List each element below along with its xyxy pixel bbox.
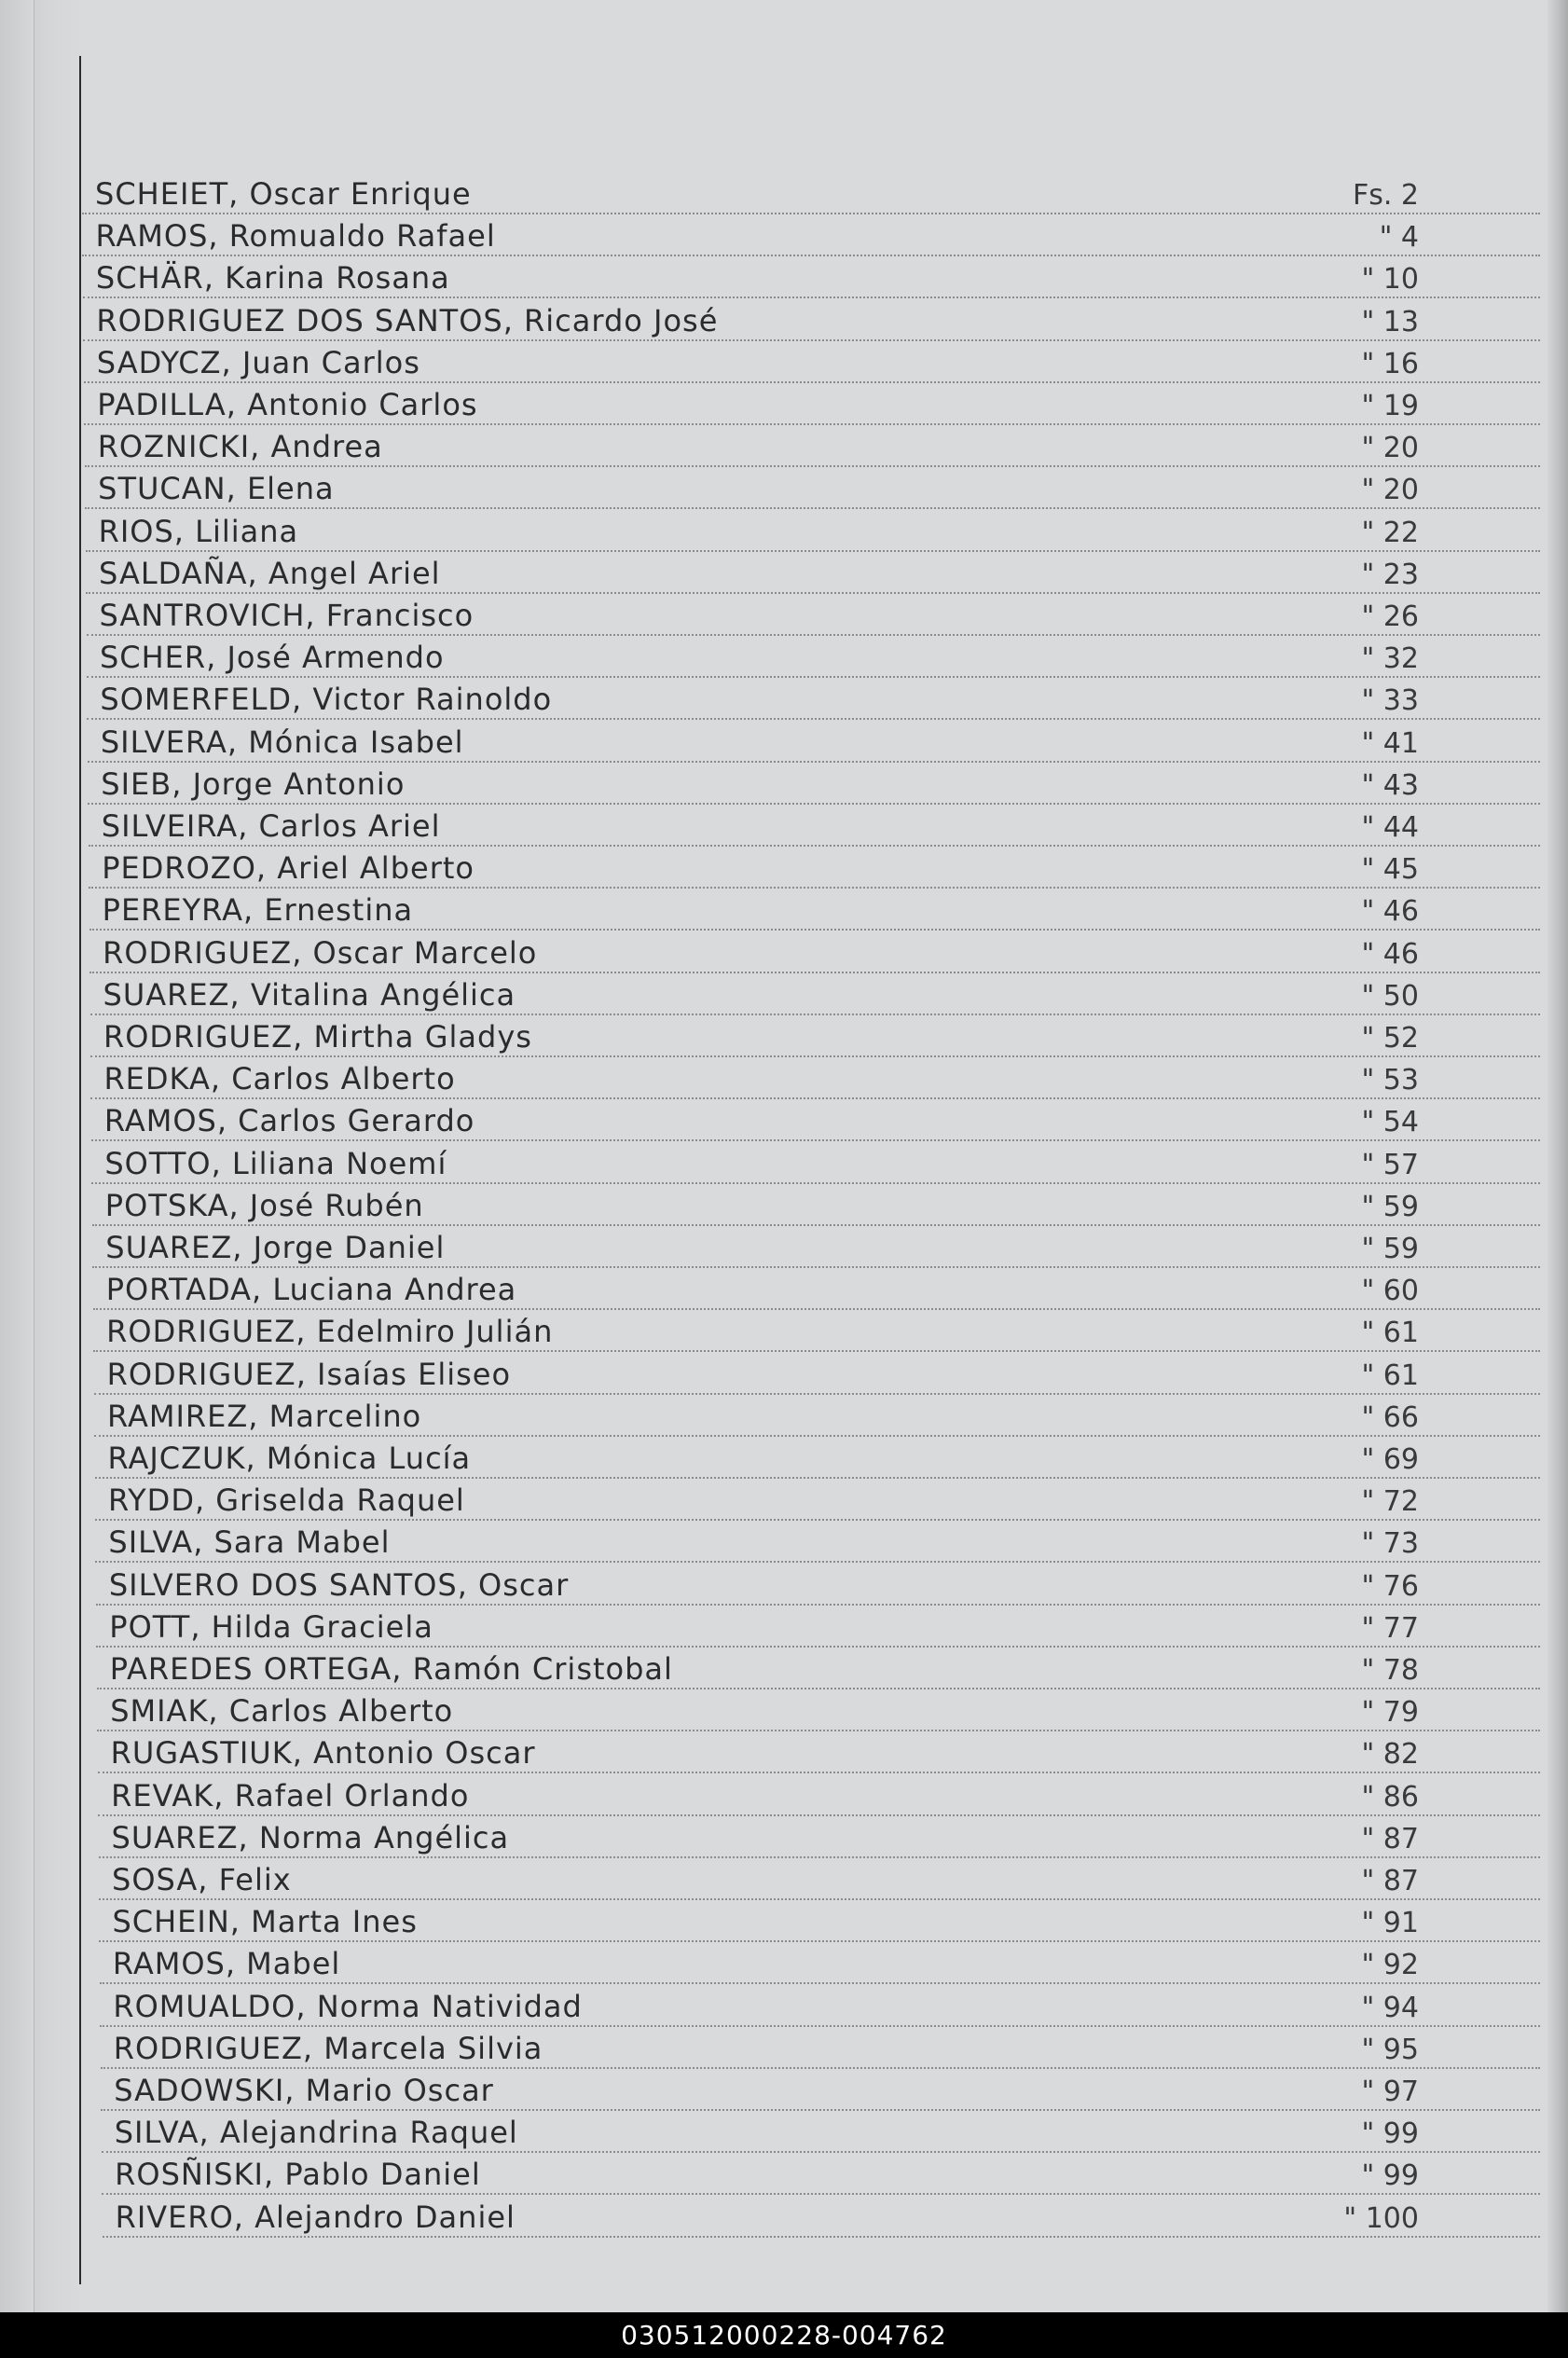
register-row <box>96 1562 1540 1606</box>
folio-number: " 60 <box>1361 1275 1419 1308</box>
person-name: RODRIGUEZ, Mirtha Gladys <box>103 1019 532 1055</box>
person-name: SOSA, Felix <box>112 1862 292 1897</box>
folio-number: " 44 <box>1361 811 1419 844</box>
register-row <box>94 1351 1540 1395</box>
folio-number: " 92 <box>1361 1949 1419 1982</box>
register-row <box>90 972 1540 1015</box>
folio-number: " 50 <box>1361 979 1419 1013</box>
folio-number: " 23 <box>1361 558 1419 591</box>
folio-number: " 52 <box>1361 1022 1419 1055</box>
register-row <box>85 465 1540 509</box>
folio-number: " 97 <box>1361 2075 1419 2108</box>
register-row <box>95 1435 1541 1479</box>
person-name: RODRIGUEZ, Edelmiro Julián <box>106 1314 554 1350</box>
register-row <box>102 2109 1540 2153</box>
folio-number: " 82 <box>1361 1738 1419 1772</box>
person-name: RAMOS, Mabel <box>112 1946 341 1982</box>
person-name: ROZNICKI, Andrea <box>97 429 383 465</box>
person-name: RUGASTIUK, Antonio Oscar <box>110 1735 536 1772</box>
folio-number: " 86 <box>1361 1780 1419 1813</box>
folio-number: " 22 <box>1361 516 1419 549</box>
person-name: RIOS, Liliana <box>98 513 299 549</box>
person-name: PEREYRA, Ernestina <box>102 892 414 929</box>
person-name: SOTTO, Liliana Noemí <box>104 1145 447 1181</box>
person-name: SUAREZ, Jorge Daniel <box>105 1230 446 1265</box>
person-name: RODRIGUEZ, Isaías Eliseo <box>106 1356 512 1392</box>
folio-number: " 45 <box>1361 853 1419 887</box>
register-row <box>101 2067 1540 2111</box>
person-name: SIEB, Jorge Antonio <box>101 765 406 802</box>
folio-number: " 91 <box>1361 1907 1419 1940</box>
register-row <box>95 1519 1540 1563</box>
folio-number: " 20 <box>1361 474 1419 507</box>
register-row <box>89 803 1540 847</box>
person-name: SANTROVICH, Francisco <box>99 598 475 633</box>
register-row <box>93 1308 1540 1352</box>
folio-number: " 94 <box>1361 1991 1419 2024</box>
folio-number: " 46 <box>1361 937 1419 971</box>
person-name: RODRIGUEZ, Marcela Silvia <box>113 2030 543 2066</box>
register-row <box>82 213 1540 256</box>
folio-number: Fs. 2 <box>1352 179 1419 212</box>
person-name: SALDAÑA, Angel Ariel <box>99 555 441 591</box>
folio-number: " 73 <box>1361 1527 1419 1561</box>
person-name: PAREDES ORTEGA, Ramón Cristobal <box>109 1651 673 1687</box>
register-row <box>84 339 1540 383</box>
person-name: STUCAN, Elena <box>98 471 335 507</box>
register-row <box>99 1814 1540 1858</box>
register-row <box>86 508 1540 552</box>
person-name: SADYCZ, Juan Carlos <box>96 344 420 380</box>
register-row <box>89 845 1540 889</box>
folio-number: " 76 <box>1361 1569 1419 1603</box>
folio-number: " 54 <box>1361 1106 1419 1139</box>
register-row <box>97 1646 1540 1689</box>
person-name: SUAREZ, Norma Angélica <box>111 1819 510 1855</box>
folio-number: " 46 <box>1361 895 1419 929</box>
person-name: RODRIGUEZ, Oscar Marcelo <box>103 934 538 971</box>
person-name: ROMUALDO, Norma Natividad <box>113 1988 583 2024</box>
person-name: SMIAK, Carlos Alberto <box>110 1693 454 1730</box>
register-row <box>85 423 1540 467</box>
folio-number: " 57 <box>1361 1148 1419 1181</box>
register-row <box>89 887 1540 931</box>
register-row <box>94 1393 1540 1437</box>
folio-number: " 77 <box>1361 1611 1419 1645</box>
register-row <box>101 2025 1540 2069</box>
folio-number: " 4 <box>1379 221 1419 255</box>
register-row <box>97 1688 1540 1731</box>
register-row <box>98 1772 1540 1816</box>
folio-number: " 20 <box>1361 432 1419 465</box>
folio-number: " 41 <box>1361 726 1419 760</box>
person-name: PORTADA, Luciana Andrea <box>105 1272 517 1308</box>
register-row <box>95 1477 1540 1521</box>
register-row <box>87 676 1540 720</box>
folio-number: " 61 <box>1361 1358 1419 1392</box>
register-row <box>83 255 1540 298</box>
person-name: RIVERO, Alejandro Daniel <box>115 2199 516 2235</box>
register-row <box>93 1266 1540 1310</box>
person-name: RAMOS, Romualdo Rafael <box>95 218 496 255</box>
person-name: RODRIGUEZ DOS SANTOS, Ricardo José <box>96 302 719 338</box>
person-name: SILVA, Sara Mabel <box>108 1524 391 1561</box>
folio-number: " 53 <box>1361 1064 1419 1097</box>
register-row <box>87 634 1540 678</box>
folio-number: " 59 <box>1361 1190 1419 1223</box>
register-row <box>96 1604 1540 1648</box>
register-row <box>103 2194 1540 2238</box>
register-row <box>91 1097 1540 1141</box>
register-row <box>84 381 1540 425</box>
folio-number: " 69 <box>1361 1443 1419 1476</box>
register-row <box>100 1940 1540 1984</box>
register-row <box>99 1898 1540 1942</box>
person-name: PADILLA, Antonio Carlos <box>97 387 478 422</box>
person-name: RAMIREZ, Marcelino <box>107 1398 422 1434</box>
person-name: SUAREZ, Vitalina Angélica <box>103 976 516 1013</box>
folio-number: " 61 <box>1361 1317 1419 1350</box>
person-name: REDKA, Carlos Alberto <box>103 1061 456 1097</box>
folio-number: " 59 <box>1361 1233 1419 1265</box>
register-row <box>83 297 1540 341</box>
register-row <box>91 1140 1540 1184</box>
person-name: RAJCZUK, Mónica Lucía <box>107 1441 472 1476</box>
person-name: POTSKA, José Rubén <box>104 1187 424 1223</box>
register-row <box>90 1055 1540 1099</box>
register-row <box>92 1224 1540 1268</box>
person-name: RYDD, Griselda Raquel <box>107 1482 465 1519</box>
folio-number: " 95 <box>1361 2033 1419 2066</box>
person-name: SCHÄR, Karina Rosana <box>95 260 450 296</box>
scan-footer <box>0 2312 1568 2358</box>
register-row <box>88 761 1540 805</box>
register-row <box>82 171 1540 214</box>
folio-number: " 10 <box>1361 263 1419 296</box>
person-name: SADOWSKI, Mario Oscar <box>114 2073 494 2108</box>
register-row <box>100 1983 1540 2027</box>
person-name: ROSÑISKI, Pablo Daniel <box>115 2157 481 2193</box>
person-name: SILVEIRA, Carlos Ariel <box>101 808 441 844</box>
person-name: SOMERFELD, Victor Rainoldo <box>100 682 553 718</box>
folio-number: " 33 <box>1361 684 1419 718</box>
person-name: REVAK, Rafael Orlando <box>111 1777 470 1813</box>
person-name: SCHER, José Armendo <box>99 640 445 676</box>
folio-number: " 26 <box>1361 600 1419 633</box>
register-row <box>102 2151 1540 2195</box>
folio-number: " 19 <box>1361 390 1419 422</box>
person-name: SILVA, Alejandrina Raquel <box>114 2115 518 2151</box>
register-row <box>88 719 1540 763</box>
person-name: SILVERA, Mónica Isabel <box>100 724 464 760</box>
folio-number: " 72 <box>1361 1485 1419 1519</box>
person-name: RAMOS, Carlos Gerardo <box>103 1103 475 1139</box>
register-row <box>86 550 1540 594</box>
document-code: 030512000228-004762 <box>621 2320 947 2351</box>
folio-number: " 79 <box>1361 1696 1419 1730</box>
folio-number: " 87 <box>1361 1822 1419 1855</box>
register-row <box>87 592 1541 636</box>
person-name: POTT, Hilda Graciela <box>109 1608 433 1645</box>
register-row <box>99 1856 1540 1900</box>
register-row <box>98 1730 1540 1773</box>
folio-number: " 66 <box>1361 1400 1419 1434</box>
person-name: PEDROZO, Ariel Alberto <box>102 850 475 887</box>
folio-number: " 100 <box>1343 2201 1419 2235</box>
register-row <box>90 1014 1540 1057</box>
folio-number: " 32 <box>1361 642 1419 676</box>
folio-number: " 78 <box>1361 1654 1419 1687</box>
person-name: SCHEIN, Marta Ines <box>112 1904 418 1940</box>
folio-number: " 99 <box>1361 2159 1419 2193</box>
person-name: SILVERO DOS SANTOS, Oscar <box>108 1566 570 1603</box>
person-name: SCHEIET, Oscar Enrique <box>95 176 472 212</box>
folio-number: " 16 <box>1361 347 1419 380</box>
folio-number: " 43 <box>1361 768 1419 802</box>
folio-number: " 13 <box>1361 305 1419 338</box>
folio-number: " 87 <box>1361 1865 1419 1897</box>
register-row <box>92 1182 1540 1226</box>
register-row <box>89 930 1540 973</box>
folio-number: " 99 <box>1361 2117 1419 2151</box>
